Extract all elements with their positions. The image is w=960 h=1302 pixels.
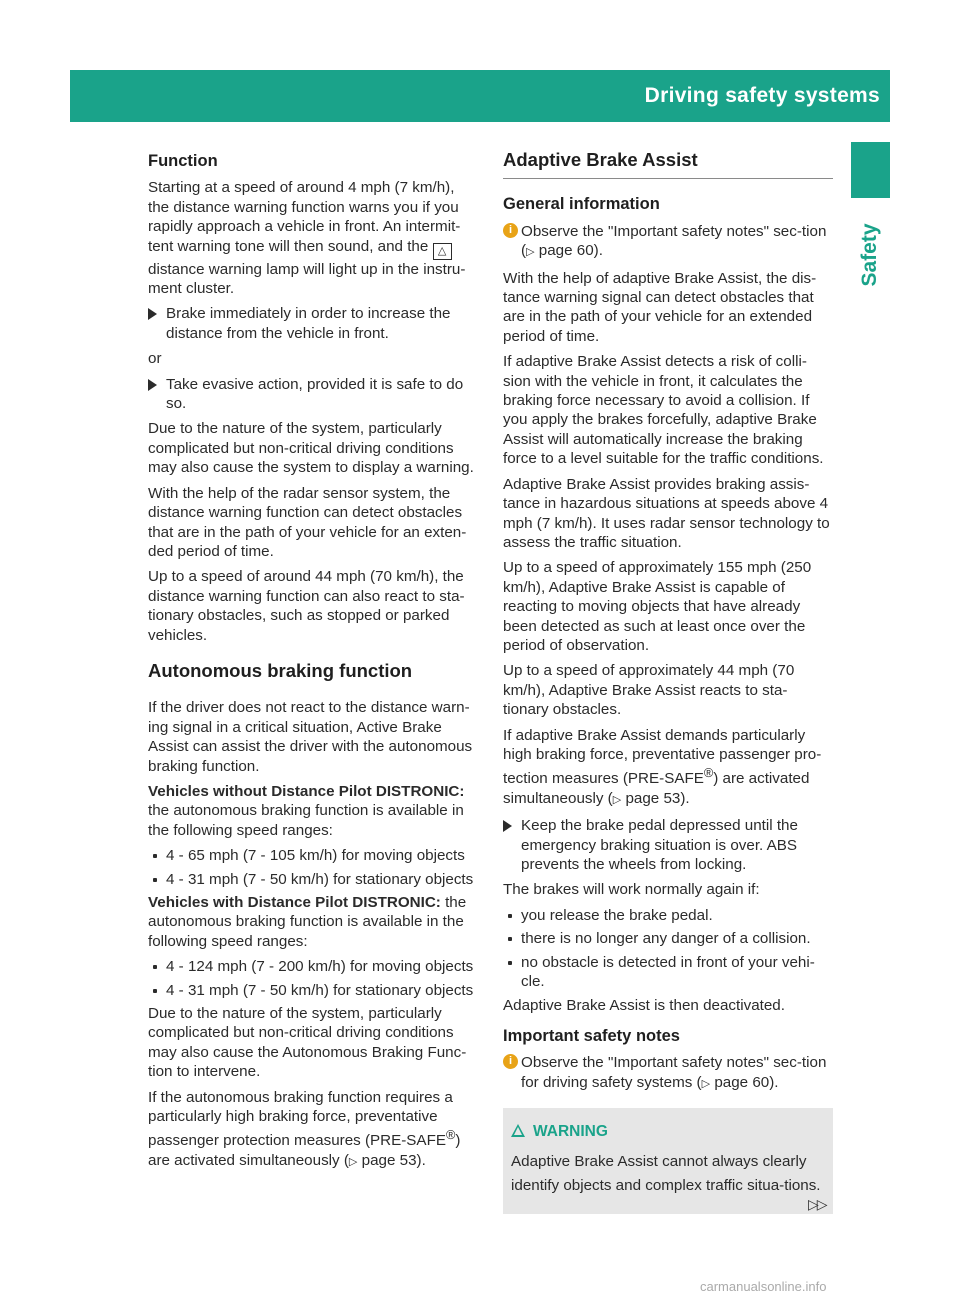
step-text: Brake immediately in order to increase the distance from the vehicle in front.	[166, 305, 451, 342]
registered-mark: ®	[445, 1128, 456, 1143]
note-text: Observe the "Important safety notes" sec-tion (	[521, 222, 827, 260]
paragraph: Due to the nature of the system, particularly complicated but non-critical driving conditions may also cause the system to display a warning.	[148, 420, 474, 477]
paragraph: Up to a speed of approximately 155 mph (250 km/h), Adaptive Brake Assist is capable of reacting to moving objects that have already been detected as such at least once over the period of observation.	[503, 559, 812, 654]
list-item-text: 4 - 31 mph (7 - 50 km/h) for stationary objects	[166, 981, 474, 999]
step-text: Take evasive action, provided it is safe to do so.	[166, 375, 464, 413]
without-distronic-text: the autonomous braking function is available in the following speed ranges:	[148, 802, 464, 839]
warning-box	[503, 1108, 833, 1214]
paragraph-text: ) are activated simultaneously (	[503, 770, 810, 807]
paragraph: Adaptive Brake Assist provides braking assis-tance in hazardous situations at speeds above 4 mph (7 km/h). It uses radar sensor technology to assess the traffic situation.	[503, 475, 830, 551]
paragraph: If the driver does not react to the distance warn-ing signal in a critical situation, Active Brake Assist can assist the driver with the autonomous braking function.	[148, 699, 473, 775]
function-heading: Function	[148, 152, 218, 170]
paragraph: Up to a speed of around 44 mph (70 km/h), the distance warning function can also react to sta-tionary obstacles, such as stopped or parked vehicles.	[148, 568, 465, 644]
page-reference-link[interactable]: page 60	[538, 242, 594, 260]
with-distronic-paragraph	[148, 893, 478, 951]
registered-mark: ®	[703, 766, 714, 781]
paragraph: Up to a speed of approximately 44 mph (70 km/h), Adaptive Brake Assist reacts to sta-tionary obstacles.	[503, 662, 795, 719]
instruction-step	[503, 816, 833, 874]
function-text: Starting at a speed of around 4 mph (7 km/h), the distance warning function warns you if you rapidly approach a vehicle in front. An intermit-tent warning tone will then sound, and the	[148, 179, 461, 255]
section-title: Driving safety systems	[644, 84, 880, 107]
bullet-icon	[508, 961, 512, 965]
page-number: 63	[922, 86, 944, 106]
paragraph: With the help of adaptive Brake Assist, the dis-tance warning signal can detect obstacles that are in the path of your vehicle for an extended period of time.	[503, 269, 817, 345]
note-text: Observe the "Important safety notes" sec-tion for driving safety systems (	[521, 1054, 827, 1091]
adaptive-brake-assist-heading: Adaptive Brake Assist	[503, 150, 833, 179]
general-information-heading: General information	[503, 195, 660, 214]
bullet-icon	[153, 878, 157, 882]
paragraph-text: ).	[416, 1151, 426, 1169]
bullet-icon	[153, 965, 157, 969]
note-text: ).	[593, 242, 603, 260]
list-item	[503, 929, 833, 948]
list-item-text: there is no longer any danger of a collision.	[521, 930, 811, 948]
continue-marker-icon: ▷▷	[808, 1196, 826, 1212]
paragraph: Due to the nature of the system, particularly complicated but non-critical driving conditions may also cause the Autonomous Braking Func-tion to intervene.	[148, 1005, 467, 1081]
warning-text: Adaptive Brake Assist cannot always clearly identify objects and complex traffic situa-tions.	[511, 1153, 821, 1195]
autonomous-heading: Autonomous braking function	[148, 659, 413, 681]
bullet-icon	[508, 937, 512, 941]
warning-header	[511, 1122, 823, 1142]
warning-title: WARNING	[533, 1123, 608, 1141]
page-header	[70, 70, 944, 122]
paragraph-text: If the autonomous braking function requires a particularly high braking force, preventative passenger protection measures (PRE-SAFE	[148, 1088, 453, 1150]
left-column	[148, 150, 478, 1178]
list-item	[148, 957, 478, 976]
list-item	[148, 846, 478, 865]
step-arrow-icon	[148, 379, 157, 391]
list-item	[503, 906, 833, 925]
info-icon: i	[503, 1054, 518, 1069]
paragraph: With the help of the radar sensor system, the distance warning function can detect obstacles that are in the path of your vehicle for an exten-ded period of time.	[148, 484, 467, 560]
warning-triangle-icon	[511, 1124, 525, 1137]
step-text: Keep the brake pedal depressed until the emergency braking situation is over. ABS prevents the wheels from locking.	[521, 817, 798, 874]
paragraph: The brakes will work normally again if:	[503, 881, 760, 899]
distance-warning-lamp-icon: △	[433, 243, 452, 260]
with-distronic-text: the autonomous braking function is available in the following speed ranges:	[148, 894, 467, 950]
side-tab-label-text: Safety	[858, 223, 881, 287]
without-distronic-label: Vehicles without Distance Pilot DISTRONIC:	[148, 782, 465, 800]
page-reference-arrow-icon: ▷	[526, 246, 535, 259]
info-icon: i	[503, 223, 518, 238]
paragraph-text: ) are activated simultaneously (	[148, 1132, 461, 1169]
bullet-icon	[153, 989, 157, 993]
without-distronic-paragraph	[148, 782, 478, 840]
function-text-end: distance warning lamp will light up in the instru-ment cluster.	[148, 260, 466, 298]
list-item-text: 4 - 65 mph (7 - 105 km/h) for moving objects	[166, 847, 465, 865]
or-separator: or	[148, 350, 162, 368]
bullet-icon	[153, 854, 157, 858]
list-item	[148, 981, 478, 1000]
paragraph: If adaptive Brake Assist detects a risk of colli-sion with the vehicle in front, it calculates the braking force necessary to avoid a collision. If you apply the brakes forcefully, adaptive Brake Assist will automatically increase the braking force to a level suitable for the traffic conditions.	[503, 353, 824, 468]
paragraph-text: If adaptive Brake Assist demands particularly high braking force, preventative passenger pro-tection measures (PRE-SAFE	[503, 726, 822, 788]
important-safety-notes-heading: Important safety notes	[503, 1026, 680, 1045]
paragraph: Adaptive Brake Assist is then deactivated.	[503, 996, 785, 1014]
side-tab-label	[852, 200, 888, 310]
info-note	[503, 1053, 833, 1094]
step-arrow-icon	[503, 820, 512, 832]
page-reference-arrow-icon: ▷	[612, 793, 622, 806]
list-item-text: 4 - 31 mph (7 - 50 km/h) for stationary objects	[166, 870, 474, 888]
list-item-text: no obstacle is detected in front of your vehi-cle.	[521, 953, 815, 991]
list-item	[503, 953, 833, 992]
page-reference-arrow-icon: ▷	[701, 1077, 711, 1090]
step-arrow-icon	[148, 308, 157, 320]
note-text: ).	[769, 1073, 779, 1091]
page-reference-arrow-icon: ▷	[348, 1155, 358, 1168]
paragraph-text: ).	[680, 789, 690, 807]
right-column	[503, 150, 833, 1214]
bullet-icon	[508, 914, 512, 918]
with-distronic-label: Vehicles with Distance Pilot DISTRONIC:	[148, 894, 441, 911]
info-note	[503, 222, 833, 263]
page-reference-link[interactable]: page 53	[625, 789, 681, 807]
list-item-text: 4 - 124 mph (7 - 200 km/h) for moving objects	[166, 958, 474, 976]
instruction-step	[148, 375, 478, 414]
pre-safe-paragraph	[503, 726, 833, 811]
side-tab-marker	[851, 142, 890, 198]
footer-watermark: carmanualsonline.info	[700, 1279, 827, 1294]
page-reference-link[interactable]: page 53	[361, 1151, 417, 1169]
instruction-step	[148, 304, 478, 343]
page-reference-link[interactable]: page 60	[714, 1073, 770, 1091]
pre-safe-paragraph	[148, 1088, 478, 1173]
function-paragraph	[148, 178, 478, 298]
list-item-text: you release the brake pedal.	[521, 906, 713, 924]
list-item	[148, 870, 478, 889]
